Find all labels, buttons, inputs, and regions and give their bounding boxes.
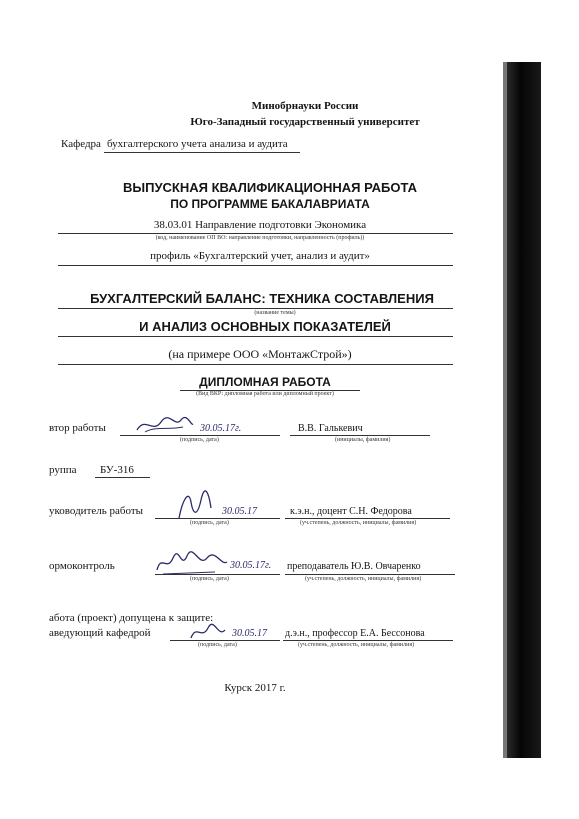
profile-value: профиль «Бухгалтерский учет, анализ и аудит» — [150, 250, 370, 262]
work-kind-caption: (Вид ВКР: дипломная работа или дипломный проект) — [196, 391, 334, 397]
admission-name: д.э.н., профессор Е.А. Бессонова — [285, 628, 425, 639]
topic-caption: (название темы) — [254, 310, 296, 316]
supervisor-signature-icon — [175, 488, 215, 524]
author-signature-icon — [135, 412, 195, 438]
author-name-caption: (инициалы, фамилия) — [335, 437, 391, 443]
supervisor-sig-caption: (подпись, дата) — [190, 520, 229, 526]
admission-signature-icon — [188, 620, 228, 644]
head-of-department-label: аведующий кафедрой — [49, 627, 151, 639]
direction-value: 38.03.01 Направление подготовки Экономика — [153, 219, 367, 231]
group-underline — [95, 477, 150, 478]
author-date: 30.05.17г. — [200, 423, 242, 434]
topic-line2: И АНАЛИЗ ОСНОВНЫХ ПОКАЗАТЕЛЕЙ — [139, 319, 391, 334]
scan-margin — [541, 0, 579, 819]
topic-line2-underline — [58, 336, 453, 337]
topic-example-underline — [58, 364, 453, 365]
normcontrol-name-caption: (уч.степень, должность, инициалы, фамилия) — [305, 576, 422, 582]
supervisor-label: уководитель работы — [49, 505, 144, 517]
admission-name-underline — [283, 640, 453, 641]
supervisor-name-underline — [285, 518, 450, 519]
direction-caption: (код, наименование ОП ВО: направление подготовки, направленность (профиль)) — [155, 235, 365, 241]
scan-dark-strip — [507, 62, 541, 758]
supervisor-name-caption: (уч.степень, должность, инициалы, фамилия) — [300, 520, 417, 526]
supervisor-name: к.э.н., доцент С.Н. Федорова — [290, 506, 412, 517]
topic-line1: БУХГАЛТЕРСКИЙ БАЛАНС: ТЕХНИКА СОСТАВЛЕНИЯ — [90, 291, 434, 306]
topic-example: (на примере ООО «МонтажСтрой») — [168, 347, 352, 361]
author-name-underline — [290, 435, 430, 436]
work-kind: ДИПЛОМНАЯ РАБОТА — [199, 375, 331, 389]
work-type-title-line1: ВЫПУСКНАЯ КВАЛИФИКАЦИОННАЯ РАБОТА — [122, 180, 417, 195]
admission-label: абота (проект) допущена к защите: — [49, 612, 214, 624]
normcontrol-sig-caption: (подпись, дата) — [190, 576, 229, 582]
topic-line1-underline — [58, 308, 453, 309]
admission-name-caption: (уч.степень, должность, инициалы, фамилия) — [298, 642, 415, 648]
supervisor-signature-line — [155, 518, 280, 519]
department-underline — [104, 152, 300, 153]
author-sig-caption: (подпись, дата) — [180, 437, 219, 443]
author-name: В.В. Галькевич — [298, 423, 363, 434]
supervisor-date: 30.05.17 — [222, 506, 257, 517]
department-label: Кафедра — [61, 138, 101, 150]
group-label: руппа — [49, 464, 77, 476]
author-label: втор работы — [49, 422, 106, 434]
work-type-title-line2: ПО ПРОГРАММЕ БАКАЛАВРИАТА — [170, 197, 370, 211]
profile-underline — [58, 265, 453, 266]
admission-date: 30.05.17 — [232, 628, 267, 639]
ministry-name: Минобрнауки России — [251, 100, 359, 112]
normcontrol-signature-icon — [155, 548, 230, 578]
admission-sig-caption: (подпись, дата) — [198, 642, 237, 648]
direction-underline — [58, 233, 453, 234]
normcontrol-name: преподаватель Ю.В. Овчаренко — [287, 561, 421, 572]
department-value: бухгалтерского учета анализа и аудита — [107, 138, 288, 150]
normcontrol-label: ормоконтроль — [49, 560, 115, 572]
normcontrol-date: 30.05.17г. — [230, 560, 272, 571]
university-name: Юго-Западный государственный университет — [190, 116, 420, 128]
normcontrol-name-underline — [285, 574, 455, 575]
group-value: БУ-316 — [100, 464, 134, 476]
city-year: Курск 2017 г. — [224, 682, 286, 694]
